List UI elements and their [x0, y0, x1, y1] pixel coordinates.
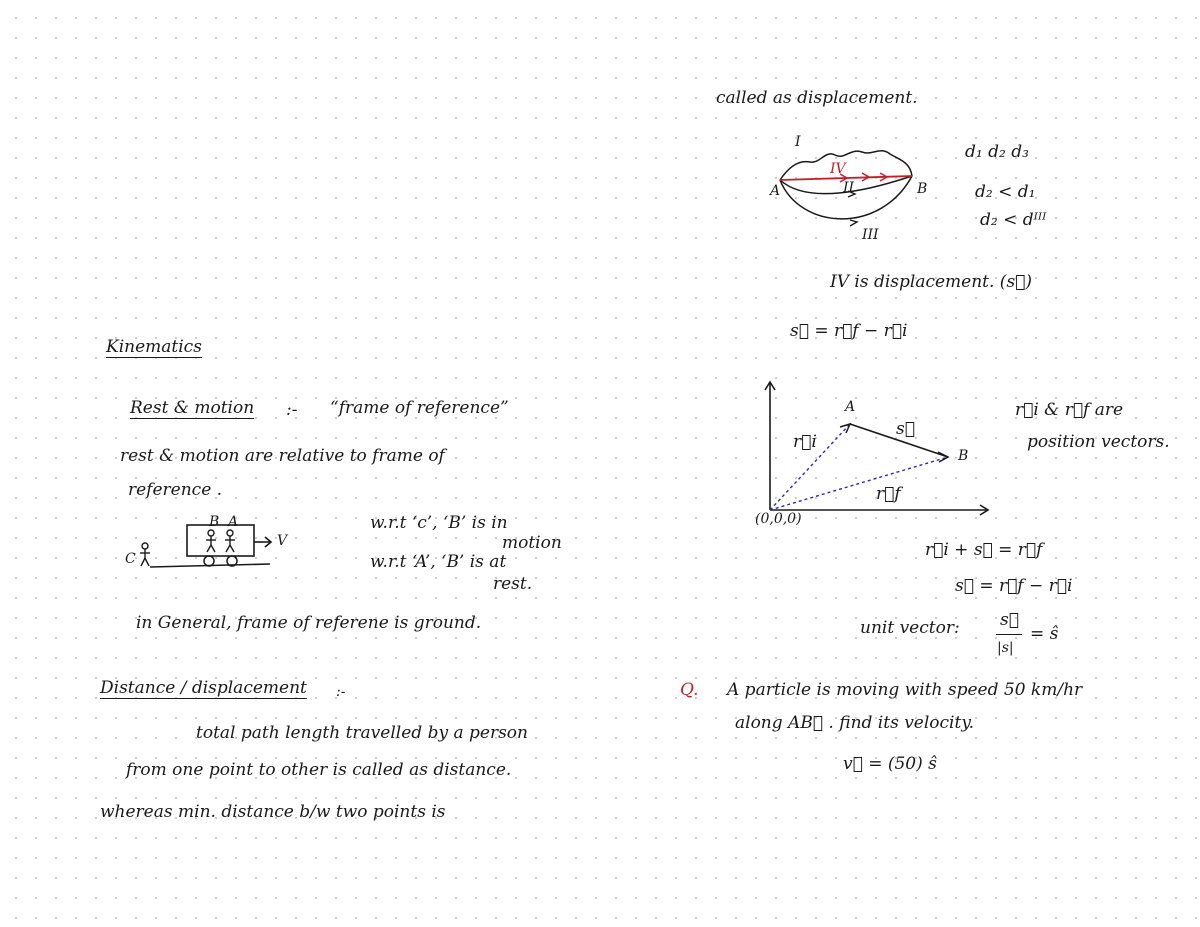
wrt-a-line-2: rest.	[493, 574, 533, 594]
equation-sum: r⃗i + s⃗ = r⃗f	[925, 540, 1043, 560]
graph-origin-label: (0,0,0)	[755, 511, 802, 527]
graph-label-s: s⃗	[896, 419, 915, 439]
path-label-b: B	[917, 181, 928, 197]
train-label-b: B	[209, 514, 220, 530]
graph-label-ri: r⃗i	[793, 432, 817, 452]
position-vectors-line-1: r⃗i & r⃗f are	[1015, 400, 1124, 420]
distance-line-1: total path length travelled by a person	[196, 723, 528, 743]
path-label-iii: III	[862, 227, 879, 243]
inequality-2: d₂ < dᴵᴵᴵ	[980, 210, 1047, 230]
iv-is-displacement: IV is displacement. (s⃗)	[830, 272, 1032, 292]
unit-vector-label: unit vector:	[860, 618, 960, 638]
wrt-c-line-1: w.r.t ‘c’, ‘B’ is in	[370, 513, 508, 533]
question-marker: Q.	[680, 680, 699, 700]
question-line-2: along AB⃗ . find its velocity.	[735, 713, 975, 733]
in-general-line: in General, frame of referene is ground.	[136, 613, 482, 633]
path-label-iv: IV	[830, 161, 846, 177]
unit-vector-denominator: |s|	[997, 640, 1014, 656]
distance-heading: Distance / displacement	[100, 678, 307, 698]
inequality-1: d₂ < d₁	[975, 182, 1036, 202]
wrt-c-line-2: motion	[502, 533, 562, 553]
distance-line-2: from one point to other is called as distance.	[126, 760, 512, 780]
path-label-i: I	[795, 134, 801, 150]
train-label-v: V	[277, 533, 288, 549]
s-equation: s⃗ = r⃗f − r⃗i	[790, 321, 908, 341]
unit-vector-numerator: s⃗	[1000, 610, 1019, 630]
relative-line-1: rest & motion are relative to frame of	[120, 446, 445, 466]
kinematics-title: Kinematics	[106, 337, 202, 357]
position-vectors-line-2: position vectors.	[1027, 432, 1170, 452]
frame-of-reference-quote: “frame of reference”	[330, 398, 509, 418]
distance-colon: :-	[336, 684, 346, 700]
question-line-1: A particle is moving with speed 50 km/hr	[727, 680, 1083, 700]
graph-label-rf: r⃗f	[876, 484, 901, 504]
unit-vector-result: = ŝ	[1030, 624, 1059, 644]
rest-motion-colon: :-	[286, 400, 298, 420]
distance-line-3: whereas min. distance b/w two points is	[100, 802, 446, 822]
distances-list: d₁ d₂ d₃	[965, 142, 1029, 162]
train-label-a: A	[228, 514, 239, 530]
rest-motion-heading: Rest & motion	[130, 398, 255, 418]
path-label-ii: II	[843, 180, 855, 196]
wrt-a-line-1: w.r.t ‘A’, ‘B’ is at	[370, 552, 507, 572]
called-as-displacement: called as displacement.	[716, 88, 918, 108]
graph-label-a: A	[845, 399, 856, 415]
equation-difference: s⃗ = r⃗f − r⃗i	[955, 576, 1073, 596]
train-sketch	[120, 510, 290, 580]
answer-line: v⃗ = (50) ŝ	[843, 754, 937, 774]
observer-label-c: C	[125, 551, 136, 567]
relative-line-2: reference .	[128, 480, 223, 500]
unit-vector-fraction-bar	[996, 634, 1022, 635]
path-label-a: A	[770, 183, 781, 199]
graph-label-b: B	[958, 448, 969, 464]
